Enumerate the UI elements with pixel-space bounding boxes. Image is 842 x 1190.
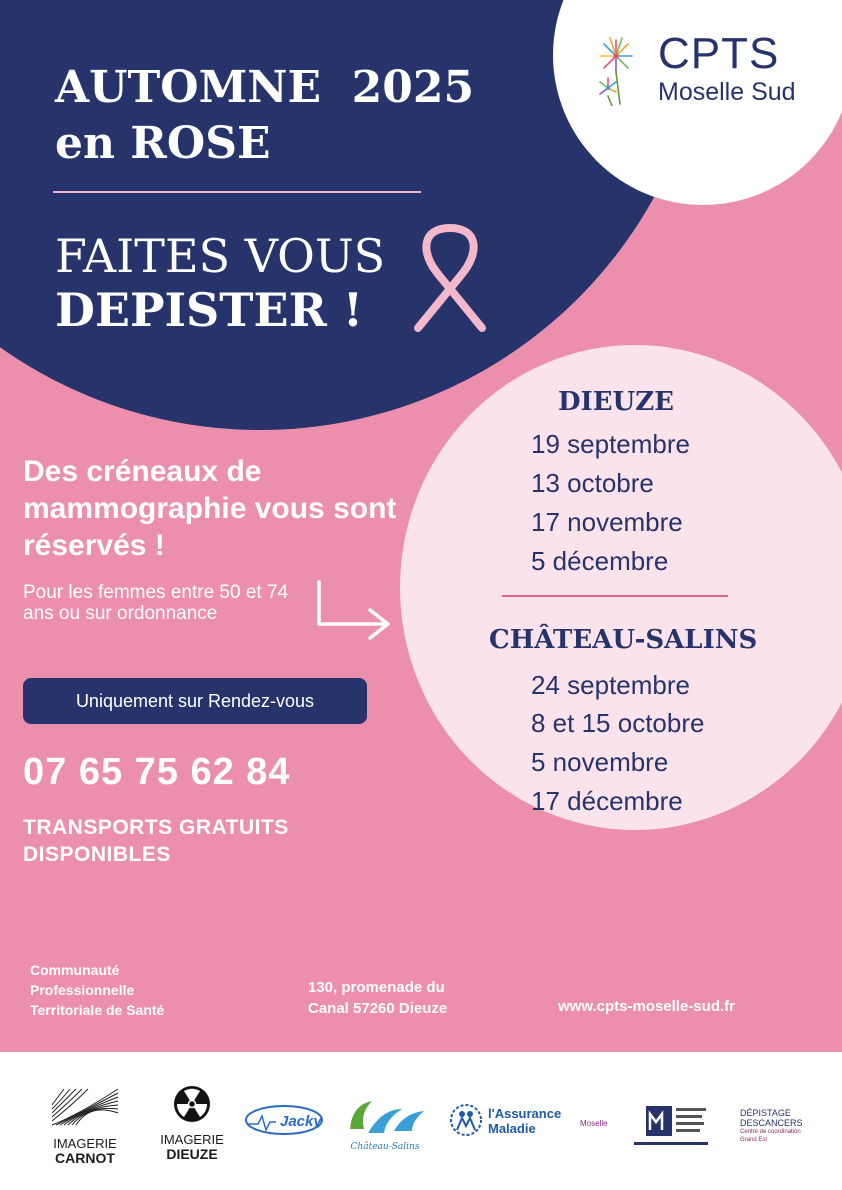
assurance-maladie-logo	[448, 1100, 618, 1140]
cpts-logo	[594, 30, 834, 110]
depistage-cancers-logo	[740, 1108, 820, 1144]
address-line: Canal 57260 Dieuze	[308, 1000, 448, 1017]
logo-region: Moselle Sud	[658, 78, 796, 106]
chateau-salins-date: 24 septembre	[531, 670, 690, 700]
dieuze-line-2: DIEUZE	[166, 1146, 218, 1162]
eligibility-text: Pour les femmes entre 50 et 74 ans ou sur ordonnance	[23, 582, 289, 624]
phone-number[interactable]: 07 65 75 62 84	[23, 751, 291, 793]
carnot-line-2: CARNOT	[55, 1150, 115, 1166]
appointment-button[interactable]: Uniquement sur Rendez-vous	[23, 678, 367, 724]
page-title	[55, 60, 474, 172]
title-line-2: en ROSE	[55, 118, 271, 169]
chateau-salins-date: 5 novembre	[531, 747, 669, 777]
website-link[interactable]: www.cpts-moselle-sud.fr	[558, 998, 735, 1015]
dieuze-date: 5 décembre	[531, 546, 669, 576]
depistage-line-3: Centre de coordination	[740, 1129, 801, 1135]
title-line-1: AUTOMNE 2025	[55, 62, 475, 113]
dieuze-line-1: IMAGERIE	[160, 1132, 224, 1147]
city-chateau-salins: CHÂTEAU-SALINS	[489, 625, 758, 655]
jacky-text: Jacky	[280, 1113, 322, 1130]
carnot-mark-icon	[48, 1085, 122, 1129]
city-dieuze: DIEUZE	[558, 387, 674, 417]
depistage-line-1: DÉPISTAGE	[740, 1108, 791, 1118]
radiation-icon	[173, 1085, 211, 1123]
dieuze-date: 19 septembre	[531, 429, 690, 459]
org-line: Professionnelle	[30, 982, 135, 998]
sante-logo	[632, 1104, 710, 1150]
slogan-line-2: DEPISTER !	[55, 283, 364, 337]
org-line: Communauté	[30, 962, 120, 978]
address	[308, 977, 447, 1019]
chateau-salins-date: 8 et 15 octobre	[531, 708, 705, 738]
depistage-line-2: DESCANCERS	[740, 1118, 803, 1128]
arrow-right-icon	[312, 578, 396, 644]
jacky-logo	[244, 1100, 326, 1140]
logo-name: CPTS	[658, 29, 780, 78]
org-line: Territoriale de Santé	[30, 1002, 165, 1018]
pink-ribbon-icon	[410, 222, 490, 334]
depistage-line-4: Grand Est	[740, 1137, 768, 1143]
address-line: 130, promenade du	[308, 979, 445, 996]
title-divider	[53, 191, 421, 193]
schedule-divider	[502, 595, 728, 597]
dieuze-date: 17 novembre	[531, 507, 683, 537]
ameli-line-2: Maladie	[488, 1121, 536, 1136]
organization-name	[30, 960, 164, 1020]
dandelion-icon	[594, 34, 650, 106]
chateau-salins-logo	[342, 1095, 428, 1153]
chateau-salins-date: 17 décembre	[531, 786, 683, 816]
ameli-line-1: l'Assurance	[488, 1106, 562, 1121]
slogan-line-1: FAITES VOUS	[55, 229, 386, 283]
transport-notice: TRANSPORTS GRATUITS DISPONIBLES	[23, 816, 289, 866]
mammography-headline: Des créneaux de mammographie vous sont réservés !	[23, 455, 397, 562]
carnot-line-1: IMAGERIE	[53, 1136, 117, 1151]
imagerie-dieuze-logo	[152, 1085, 232, 1162]
ameli-region: Moselle	[580, 1119, 608, 1128]
dieuze-date: 13 octobre	[531, 468, 654, 498]
imagerie-carnot-logo	[38, 1085, 132, 1166]
chateau-salins-text: Château-Salins	[350, 1142, 420, 1152]
